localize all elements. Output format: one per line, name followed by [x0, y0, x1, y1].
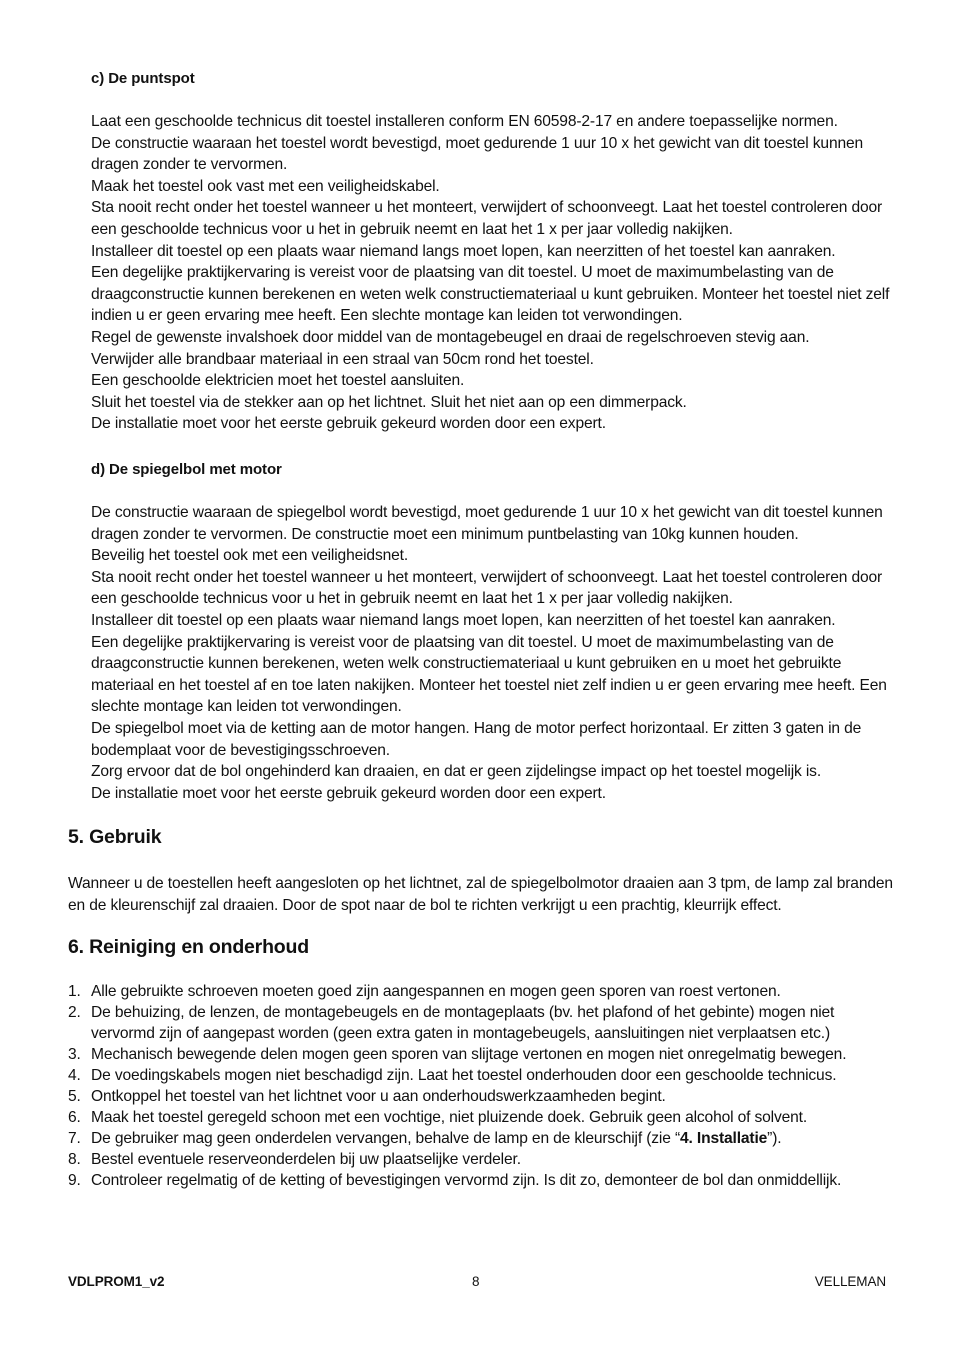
list-number: 6. [68, 1109, 81, 1126]
section-heading-reiniging: 6. Reiniging en onderhoud [68, 936, 309, 958]
list-text: Maak het toestel geregeld schoon met een vochtige, niet pluizende doek. Gebruik geen alcohol of solvent. [91, 1109, 808, 1126]
list-text [91, 1128, 893, 1149]
list-number: 7. [68, 1130, 81, 1147]
puntspot-instructions [91, 111, 891, 435]
paragraph: Installeer dit toestel op een plaats waar niemand langs moet lopen, kan neerzitten of het toestel kan aanraken. [91, 611, 836, 629]
list-item [68, 1002, 893, 1044]
list-number: 1. [68, 983, 81, 1000]
list-item [68, 1086, 893, 1107]
list-item [68, 1149, 893, 1170]
list-text: De behuizing, de lenzen, de montagebeugels en de montageplaats (bv. het plafond of het gebinte) mogen niet vervormd zijn of aangepast worden (geen extra gaten in montagebeugels, aansluitingen niet verplaatsen etc.) [91, 1004, 835, 1042]
spiegelbol-instructions [91, 502, 891, 804]
subsection-heading-spiegelbol: d) De spiegelbol met motor [91, 461, 282, 478]
list-text: Controleer regelmatig of de ketting of bevestigingen vervormd zijn. Is dit zo, demonteer de bol dan onmiddellijk. [91, 1172, 842, 1189]
list-number: 9. [68, 1172, 81, 1189]
list-item [68, 1107, 893, 1128]
paragraph: De installatie moet voor het eerste gebruik gekeurd worden door een expert. [91, 415, 606, 433]
maintenance-list [68, 981, 893, 1191]
paragraph: Beveilig het toestel ook met een veiligheidsnet. [91, 547, 409, 565]
list-item [68, 981, 893, 1002]
list-text: Mechanisch bewegende delen mogen geen sporen van slijtage vertonen en mogen niet onregelmatig bewegen. [91, 1046, 847, 1063]
paragraph: De spiegelbol moet via de ketting aan de motor hangen. Hang de motor perfect horizontaal. Er zitten 3 gaten in de bodemplaat voor de bevestigingsschroeven. [91, 719, 862, 759]
list-text: Bestel eventuele reserveonderdelen bij uw plaatselijke verdeler. [91, 1151, 521, 1168]
list-text: Ontkoppel het toestel van het lichtnet voor u aan onderhoudswerkzaamheden begint. [91, 1088, 666, 1105]
list-number: 2. [68, 1004, 81, 1021]
section-reference: 4. Installatie [680, 1130, 768, 1147]
list-item [68, 1044, 893, 1065]
gebruik-paragraph: Wanneer u de toestellen heeft aangesloten op het lichtnet, zal de spiegelbolmotor draaien aan 3 tpm, de lamp zal branden en de kleurenschijf zal draaien. Door de spot naar de bol te richten verkrijgt u een prachtig, kleurrijk effect. [68, 875, 893, 914]
list-text: Alle gebruikte schroeven moeten goed zijn aangespannen en mogen geen sporen van roest vertonen. [91, 983, 781, 1000]
list-item [68, 1170, 893, 1191]
paragraph: Een degelijke praktijkervaring is vereist voor de plaatsing van dit toestel. U moet de maximumbelasting van de draagconstructie kunnen berekenen en weten welk constructiemateriaal u kunt gebruiken. Monteer het toestel niet zelf indien u er geen ervaring mee heeft. Een slechte montage kan leiden tot verwondingen. [91, 264, 890, 325]
paragraph: Maak het toestel ook vast met een veiligheidskabel. [91, 177, 440, 195]
paragraph: De installatie moet voor het eerste gebruik gekeurd worden door een expert. [91, 784, 606, 802]
paragraph: Verwijder alle brandbaar materiaal in een straal van 50cm rond het toestel. [91, 350, 594, 368]
list-item [68, 1128, 893, 1149]
list-number: 4. [68, 1067, 81, 1084]
list-text: De voedingskabels mogen niet beschadigd zijn. Laat het toestel onderhouden door een geschoolde technicus. [91, 1067, 837, 1084]
subsection-heading-puntspot: c) De puntspot [91, 70, 195, 87]
list-text-before: De gebruiker mag geen onderdelen vervangen, behalve de lamp en de kleurschijf (zie “ [91, 1130, 680, 1147]
section-heading-gebruik: 5. Gebruik [68, 826, 162, 848]
paragraph: De constructie waaraan het toestel wordt bevestigd, moet gedurende 1 uur 10 x het gewicht van dit toestel kunnen dragen zonder te vervormen. [91, 134, 864, 174]
list-number: 8. [68, 1151, 81, 1168]
paragraph: Regel de gewenste invalshoek door middel van de montagebeugel en draai de regelschroeven stevig aan. [91, 328, 810, 346]
list-number: 5. [68, 1088, 81, 1105]
paragraph: De constructie waaraan de spiegelbol wordt bevestigd, moet gedurende 1 uur 10 x het gewicht van dit toestel kunnen dragen zonder te vervormen. De constructie moet een minimum puntbelasting van 10kg kunnen houden. [91, 504, 883, 543]
page-number: 8 [472, 1274, 480, 1289]
paragraph: Zorg ervoor dat de bol ongehinderd kan draaien, en dat er geen zijdelingse impact op het toestel mogelijk is. [91, 763, 822, 781]
paragraph: Installeer dit toestel op een plaats waar niemand langs moet lopen, kan neerzitten of het toestel kan aanraken. [91, 242, 836, 260]
paragraph: Een geschoolde elektricien moet het toestel aansluiten. [91, 372, 465, 390]
list-text-after: ”). [767, 1130, 782, 1147]
paragraph: Laat een geschoolde technicus dit toestel installeren conform EN 60598-2-17 en andere toepasselijke normen. [91, 113, 838, 130]
footer-model-code: VDLPROM1_v2 [68, 1274, 165, 1289]
paragraph: Een degelijke praktijkervaring is vereist voor de plaatsing van dit toestel. U moet de maximumbelasting van de draagconstructie kunnen berekenen, weten welk constructiemateriaal u kunt gebruiken en u moet het gebruikte materiaal en het toestel af en toe laten nakijken. Monteer het toestel niet zelf indien u er geen ervaring mee heeft. Een slechte montage kan leiden tot verwondingen. [91, 633, 887, 716]
paragraph: Sluit het toestel via de stekker aan op het lichtnet. Sluit het niet aan op een dimmerpack. [91, 393, 687, 411]
paragraph: Sta nooit recht onder het toestel wanneer u het monteert, verwijdert of schoonveegt. Laat het toestel controleren door een geschoolde technicus voor u het in gebruik neemt en laat het 1 x per jaar volledig nakijken. [91, 568, 883, 608]
paragraph: Sta nooit recht onder het toestel wanneer u het monteert, verwijdert of schoonveegt. Laat het toestel controleren door een geschoolde technicus voor u het in gebruik neemt en laat het 1 x per jaar volledig nakijken. [91, 199, 883, 238]
list-item [68, 1065, 893, 1086]
list-number: 3. [68, 1046, 81, 1063]
footer-brand: VELLEMAN [814, 1274, 886, 1289]
